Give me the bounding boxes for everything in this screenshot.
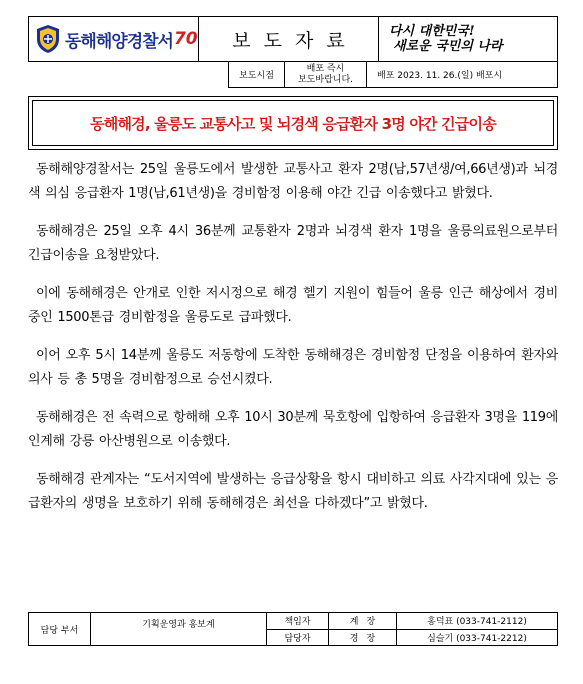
contact-row — [267, 613, 557, 629]
distribution-date: 배포 2023. 11. 26.(일) 배포시 — [377, 71, 503, 81]
paragraph: 동해해경은 25일 오후 4시 36분께 교통환자 2명과 뇌경색 환자 1명을 울릉의료원으로부터 긴급이송을 요청받았다. — [28, 224, 558, 263]
dept-value: 기획운영과 홍보계 — [91, 613, 267, 645]
article-body — [28, 158, 558, 530]
press-header — [28, 16, 558, 62]
contact-role: 담당자 — [267, 630, 329, 646]
slogan — [379, 17, 557, 61]
contact-role: 책임자 — [267, 613, 329, 629]
press-title: 보도자료 — [232, 29, 358, 52]
release-time-line-2: 보도바랍니다. — [297, 74, 354, 85]
contact-position: 경장 — [329, 630, 397, 646]
contact-name-phone: 홍덕표 (033-741-2112) — [427, 617, 527, 628]
paragraph: 동해해경은 전 속력으로 항해해 오후 10시 30분께 묵호항에 입항하여 응급환자 3명을 119에 인계해 강릉 아산병원으로 이송했다. — [28, 410, 558, 449]
paragraph: 이어 오후 5시 14분께 울릉도 저동항에 도착한 동해해경은 경비함정 단정을 이용하여 환자와 의사 등 총 5명을 경비함정으로 승선시켰다. — [28, 348, 558, 387]
press-title-cell — [199, 17, 379, 61]
anniversary-mark: 70 — [173, 29, 198, 49]
headline-box — [28, 96, 558, 150]
headline: 동해해경, 울릉도 교통사고 및 뇌경색 응급환자 3명 야간 긴급이송 — [90, 114, 496, 133]
slogan-line-2: 새로운 국민의 나라 — [393, 39, 503, 54]
org-name: 동해해양경찰서 — [65, 31, 173, 52]
contact-name-phone: 심슬기 (033-741-2212) — [427, 633, 527, 644]
release-time-value — [285, 62, 367, 87]
paragraph: 동해해양경찰서는 25일 울릉도에서 발생한 교통사고 환자 2명(남,57년생/여,66년생)과 뇌경색 의심 응급환자 1명(남,61년생)을 경비함정 이용해 야간 긴급 이송했다고 밝혔다. — [28, 162, 558, 201]
org-logo — [29, 17, 199, 61]
contact-table — [28, 612, 558, 646]
release-time-label: 보도시점 — [229, 62, 285, 87]
paragraph: 동해해경 관계자는 “도서지역에 발생하는 응급상황을 항시 대비하고 의료 사각지대에 있는 응급환자의 생명을 보호하기 위해 동해해경은 최선을 다하겠다”고 밝혔다. — [28, 472, 558, 511]
coast-guard-emblem-icon — [35, 24, 61, 54]
contact-position: 계장 — [329, 613, 397, 629]
slogan-line-1: 다시 대한민국! — [389, 24, 475, 39]
contact-row — [267, 629, 557, 646]
paragraph: 이에 동해해경은 안개로 인한 저시정으로 해경 헬기 지원이 힘들어 울릉 인근 해상에서 경비 중인 1500톤급 경비함정을 울릉도로 급파했다. — [28, 286, 558, 325]
release-time-line-1: 배포 즉시 — [306, 63, 345, 74]
dept-label: 담당 부서 — [29, 613, 91, 645]
release-info — [228, 62, 558, 88]
